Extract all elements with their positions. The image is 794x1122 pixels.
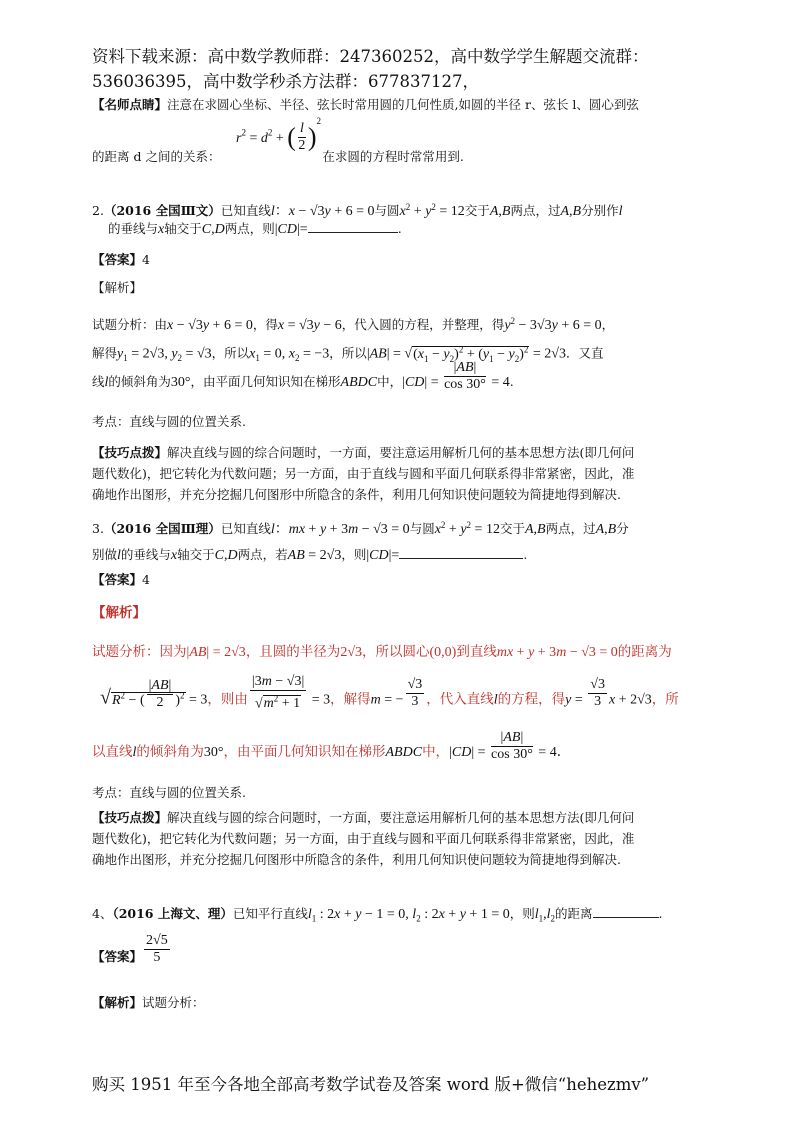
q3-tip-line-3: 确地作出图形，并充分挖掘几何图形中所隐含的条件，利用几何知识使问题较为简捷地得到解决. xyxy=(92,852,621,867)
header-line-2: 536036395，高中数学秒杀方法群：677837127， xyxy=(92,72,479,91)
q2-analysis-text: ，由平面几何知识知在梯形 xyxy=(190,374,341,389)
q4-text: 已知平行直线 xyxy=(232,906,308,921)
q3-source: （2016 全国Ⅲ理） xyxy=(103,521,221,537)
q2-answer-label: 【答案】 xyxy=(92,252,143,267)
q2-tip-text: 解决直线与圆的综合问题时，一方面，要注意运用解析几何的基本思想方法(即几何问 xyxy=(167,445,635,460)
q2-answer xyxy=(92,250,734,269)
q2-text: 两点，过 xyxy=(510,203,561,219)
q3-text: 别做 xyxy=(92,547,118,562)
tip-label: 【名师点睛】 xyxy=(92,97,168,112)
q3-analysis-text: ，所 xyxy=(651,691,679,708)
q2-analysis-line-1: 试题分析：由x − √3y + 6 = 0，得x = √3y − 6，代入圆的方程，并整理，得$y^2 - 3√3y + 6 = 0$， xyxy=(92,316,615,334)
q3-analysis-label: 【解析】 xyxy=(92,605,146,621)
q2-answer-value: 4 xyxy=(142,252,150,267)
q3-analysis-text: 的倾斜角为 xyxy=(136,744,204,760)
q3-text: ，则 xyxy=(341,547,367,562)
q2-tip-line-3: 确地作出图形，并充分挖掘几何图形中所隐含的条件，利用几何知识使问题较为简捷地得到解决. xyxy=(92,487,621,502)
q2-analysis-line-3: 线l的倾斜角为30°，由平面几何知识知在梯形ABDC中，|CD| = $\frac{|AB|}{\cos 30^\circ}$ = 4. xyxy=(92,360,514,392)
tip-text: 注意在求圆心坐标、半径、弦长时常用圆的几何性质,如圆的半径 r、弦长 l、圆心到弦 xyxy=(167,97,639,112)
q2-text: 与圆 xyxy=(374,203,400,219)
q3-analysis-text: 的方程，得 xyxy=(497,691,566,708)
q4-answer-label: 【答案】 xyxy=(92,949,143,964)
q3-text: 已知直线 xyxy=(220,521,271,537)
tip-text-2b: 在求圆的方程时常常用到. xyxy=(322,149,464,164)
q4-text: 的距离 xyxy=(555,906,593,921)
q4-stem: 4、（2016 上海文、理）已知平行直线$l_1$ : 2x + y − 1 = 0, $l_2$ : 2x + y + 1 = 0，则$l_1,l_2$的距离 . xyxy=(92,906,663,924)
q3-text: 两点，过 xyxy=(545,521,596,537)
q2-analysis-text: ，所以 xyxy=(329,345,367,361)
q4-source: （2016 上海文、理） xyxy=(112,906,233,921)
q2-analysis-text: 的倾斜角为 xyxy=(108,374,171,389)
q2-text: 轴交于 xyxy=(164,221,202,236)
q2-analysis-text: 中， xyxy=(377,374,403,389)
q3-answer-blank xyxy=(399,546,523,559)
q3-text: 轴交于 xyxy=(177,547,215,562)
footer-line: 购买 1951 年至今各地全部高考数学试卷及答案 word 版+微信“hehezmv” xyxy=(92,1075,650,1094)
q3-answer-value: 4 xyxy=(142,572,150,587)
q4-answer-numerator: 2√5 xyxy=(146,933,168,948)
q3-text: 两点，若 xyxy=(237,547,288,562)
tip-text-2a: 的距离 d 之间的关系： xyxy=(92,149,221,164)
q3-text: 分 xyxy=(616,521,629,537)
q3-text: 交于 xyxy=(499,521,525,537)
q3-number: 3. xyxy=(92,521,104,537)
tip-paragraph-2 xyxy=(92,147,734,166)
q3-analysis-text: 中， xyxy=(422,744,450,760)
q2-text: 的垂线与 xyxy=(108,221,159,236)
q3-analysis-text: ，则由 xyxy=(207,691,248,708)
q3-stem-line-1: 3.（2016 全国Ⅲ理）已知直线l：mx + y + 3m − √3 = 0与圆$x^2 + y^2 = 12$交于A,B两点，过A,B分 xyxy=(92,520,629,538)
q2-analysis-text: 试题分析：由 xyxy=(92,317,168,333)
q2-text: 分别作 xyxy=(581,203,619,219)
q3-answer-label: 【答案】 xyxy=(92,572,143,587)
q2-source: （2016 全国Ⅲ文） xyxy=(103,203,221,219)
q2-text: 两点，则 xyxy=(224,221,275,236)
q2-stem-line-1: 2.（2016 全国Ⅲ文）已知直线l：x − √3y + 6 = 0与圆$x^2 + y^2 = 12$交于A,B两点，过A,B分别作l xyxy=(92,202,623,220)
q4-analysis xyxy=(92,993,734,1012)
q4-number: 4、 xyxy=(92,906,113,921)
q3-analysis-text: 以直线 xyxy=(92,744,133,760)
q3-tip-label: 【技巧点拨】 xyxy=(92,810,168,825)
q3-analysis-text: ，解得 xyxy=(330,691,371,708)
q2-analysis-text: ．又直 xyxy=(565,345,604,361)
q4-analysis-text: 试题分析： xyxy=(142,995,205,1010)
q4-answer-blank xyxy=(593,905,659,918)
q3-analysis-line-3: 以直线l的倾斜角为30°，由平面几何知识知在梯形ABDC中，|CD| = $\frac{|AB|}{\cos 30^\circ}$ = 4. xyxy=(92,730,561,762)
q2-answer-blank xyxy=(308,220,398,233)
q3-text: 的垂线与 xyxy=(120,547,171,562)
header-line-1: 资料下载来源：高中数学教师群：247360252，高中数学学生解题交流群： xyxy=(92,47,649,66)
q2-stem-line-2: 的垂线与x轴交于C,D两点，则|CD|= . xyxy=(108,221,402,237)
q3-analysis-text: 到直线 xyxy=(456,644,497,660)
q3-analysis-text: 的距离为 xyxy=(617,644,672,660)
q2-analysis-text: ，代入圆的方程，并整理，得 xyxy=(341,317,505,333)
q4-text: ，则 xyxy=(509,906,535,921)
q2-analysis-text: ，所以 xyxy=(211,345,250,361)
q2-tip-line-2: 题代数化)，把它转化为代数问题；另一方面，由于直线与圆和平面几何联系得非常紧密，因此，准 xyxy=(92,466,635,481)
q2-analysis-text: 线 xyxy=(92,374,105,389)
q3-analysis-text: ，且圆的半径为 xyxy=(245,644,341,660)
q4-answer-denominator: 5 xyxy=(153,950,161,965)
formula-r-squared: $r^2 = d^2$ + ( $\frac{l}{2}$ )$^2$ xyxy=(236,116,321,153)
q2-text: 已知直线 xyxy=(220,203,271,219)
q2-kaodian: 考点：直线与圆的位置关系. xyxy=(92,414,246,429)
q3-analysis-text: ，所以圆心 xyxy=(362,644,430,660)
q4-analysis-label: 【解析】 xyxy=(92,995,143,1010)
q3-analysis-line-1: 试题分析：因为|AB| = 2√3，且圆的半径为2√3，所以圆心(0,0)到直线mx + y + 3m − √3 = 0的距离为 xyxy=(92,644,672,660)
q3-text: 与圆 xyxy=(409,521,435,537)
q3-stem-line-2: 别做l的垂线与x轴交于C,D两点，若AB = 2√3，则|CD|= . xyxy=(92,547,528,563)
q2-text: 交于 xyxy=(464,203,490,219)
q3-tip-line-2: 题代数化)，把它转化为代数问题；另一方面，由于直线与圆和平面几何联系得非常紧密，因此，准 xyxy=(92,831,635,846)
q2-analysis-text: ，得 xyxy=(252,317,278,333)
q3-analysis-text: 试题分析：因为 xyxy=(92,644,187,660)
q3-kaodian: 考点：直线与圆的位置关系. xyxy=(92,785,246,800)
q3-analysis-text: ，由平面几何知识知在梯形 xyxy=(223,744,386,760)
tip-paragraph xyxy=(92,95,734,114)
q3-tip-text: 解决直线与圆的综合问题时，一方面，要注意运用解析几何的基本思想方法(即几何问 xyxy=(167,810,635,825)
q3-tip-line-1 xyxy=(92,808,734,827)
q3-analysis-line-2: $√R^2$ − ( $\frac{|AB|}{2}$ )$^2$ = 3，则由 $\frac{|3m - √3|}{√m^2 + 1}$ = 3，解得m = − $\frac{√3}{3}$ ，代入直线l的方程，得y = $\frac{√3}{3}$ x + 2√3，所 xyxy=(100,673,679,712)
q3-analysis-text: ，代入直线 xyxy=(426,691,494,708)
q2-analysis-label: 【解析】 xyxy=(92,280,143,295)
q2-tip-line-1 xyxy=(92,443,734,462)
q3-answer xyxy=(92,570,734,589)
q2-analysis-text: 解得 xyxy=(92,345,118,361)
q2-analysis-line-2: 解得$y_1 = 2√3$, $y_2 = √3$，所以$x_1 = 0$, $x_2 = -3$，所以$|AB| = √(x_1 - y_2)^2 + (y_1 - y_2)^2 = 2√3$．又直 xyxy=(92,344,604,364)
q2-tip-label: 【技巧点拨】 xyxy=(92,445,168,460)
q2-number: 2. xyxy=(92,203,104,219)
q4-answer xyxy=(92,933,734,966)
